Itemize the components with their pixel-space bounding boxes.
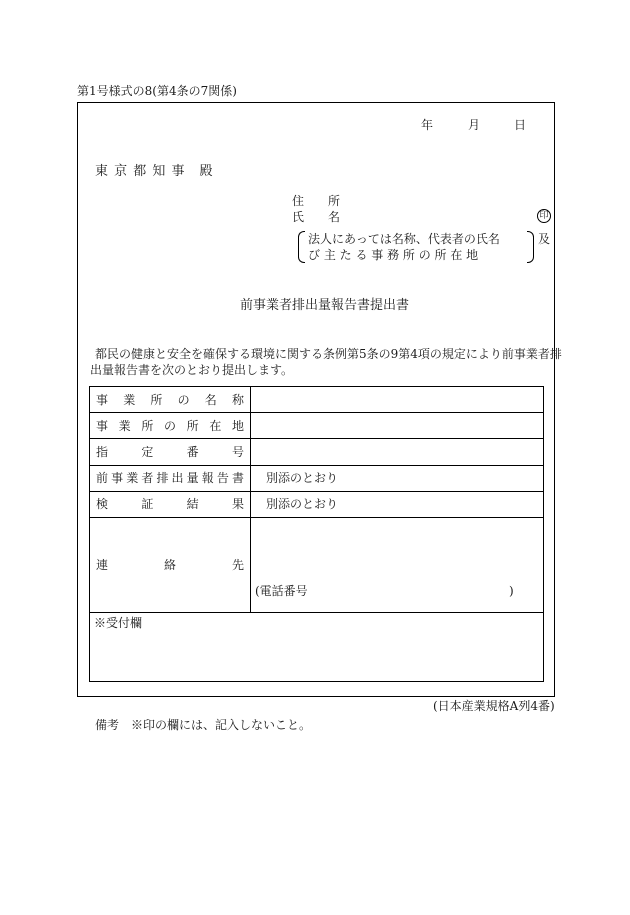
row-label-contact: 連絡先 xyxy=(96,558,244,572)
table-row-divider xyxy=(90,412,543,413)
applicant-note-line2: び 主 た る 事 務 所 の 所 在 地 xyxy=(308,248,479,262)
row-label-emission-report: 前事業者排出量報告書 xyxy=(96,471,244,485)
document-title: 前事業者排出量報告書提出書 xyxy=(240,298,410,313)
phone-number-open: (電話番号 xyxy=(255,584,308,598)
emission-report-value: 別添のとおり xyxy=(266,471,339,485)
row-label-verification-result: 検証結果 xyxy=(96,497,244,511)
bracket-right xyxy=(527,231,534,263)
receipt-label: ※受付欄 xyxy=(94,616,143,630)
date-year-label: 年 xyxy=(421,118,434,132)
info-table xyxy=(89,386,544,613)
row-label-facility-name: 事業所の名称 xyxy=(96,393,244,407)
phone-number-close: ) xyxy=(509,584,514,598)
paper-size-note: (日本産業規格A列4番) xyxy=(433,699,555,713)
applicant-note-suffix: 及 xyxy=(538,232,551,246)
verification-result-value: 別添のとおり xyxy=(266,497,339,511)
remarks: 備考 ※印の欄には、記入しないこと。 xyxy=(95,718,312,732)
body-text-line1: 都民の健康と安全を確保する環境に関する条例第5条の9第4項の規定により前事業者排 xyxy=(95,347,562,361)
body-text-line2: 出量報告書を次のとおり提出します。 xyxy=(90,363,294,377)
row-label-facility-address: 事業所の所在地 xyxy=(96,419,244,433)
table-row-divider xyxy=(90,465,543,466)
applicant-note-line1: 法人にあっては名称、代表者の氏名 xyxy=(308,232,500,246)
address-label: 住 所 xyxy=(292,194,341,208)
date-day-label: 日 xyxy=(514,118,527,132)
row-label-designation-number: 指定番号 xyxy=(96,445,244,459)
receipt-box xyxy=(89,612,544,682)
name-label: 氏 名 xyxy=(292,210,341,224)
form-number: 第1号様式の8(第4条の7関係) xyxy=(77,84,237,98)
addressee: 東 京 都 知 事 殿 xyxy=(95,164,214,179)
table-row-divider xyxy=(90,438,543,439)
seal-mark: 印 xyxy=(537,209,551,223)
bracket-left xyxy=(298,231,305,263)
date-month-label: 月 xyxy=(468,118,481,132)
table-column-divider xyxy=(250,387,251,612)
table-row-divider xyxy=(90,517,543,518)
table-row-divider xyxy=(90,491,543,492)
